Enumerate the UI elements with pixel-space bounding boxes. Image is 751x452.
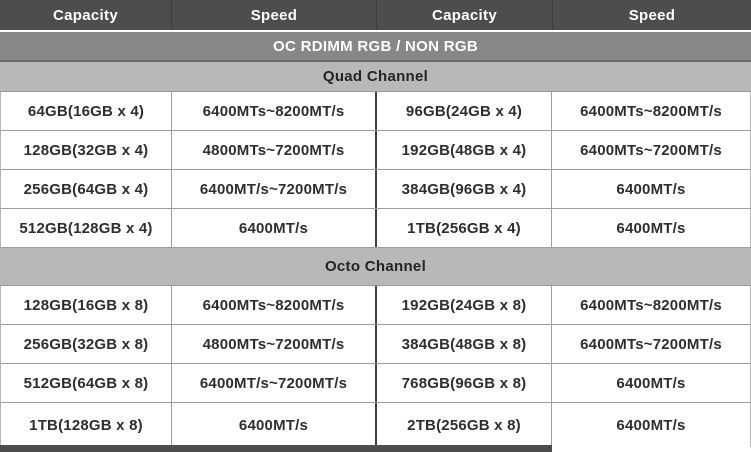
next-section-peek <box>0 445 552 452</box>
table-header-row <box>0 0 751 30</box>
section-header-octo-channel: Octo Channel <box>0 248 751 286</box>
speed-cell: 6400MT/s <box>172 403 377 447</box>
speed-cell: 6400MT/s~7200MT/s <box>172 170 377 208</box>
table-row <box>0 170 751 209</box>
table-row <box>0 209 751 248</box>
table-row <box>0 286 751 325</box>
speed-cell: 6400MT/s <box>616 180 686 198</box>
capacity-cell: 192GB(48GB x 4) <box>377 131 552 169</box>
capacity-cell: 128GB(16GB x 8) <box>1 286 172 324</box>
speed-cell: 6400MTs~8200MT/s <box>172 92 377 130</box>
section-header-quad-channel: Quad Channel <box>0 62 751 92</box>
column-header-capacity-left: Capacity <box>0 0 172 30</box>
capacity-cell: 96GB(24GB x 4) <box>377 92 552 130</box>
speed-cell: 4800MTs~7200MT/s <box>172 325 377 363</box>
column-header-capacity-right: Capacity <box>377 0 553 30</box>
speed-cell: 6400MT/s <box>616 374 686 392</box>
capacity-cell: 128GB(32GB x 4) <box>1 131 172 169</box>
capacity-cell: 1TB(128GB x 8) <box>1 403 172 447</box>
table-row <box>0 131 751 170</box>
speed-cell: 6400MTs~7200MT/s <box>580 141 722 159</box>
capacity-cell: 2TB(256GB x 8) <box>377 403 552 447</box>
capacity-cell: 512GB(64GB x 8) <box>1 364 172 402</box>
speed-cell: 6400MT/s <box>616 416 686 434</box>
capacity-cell: 384GB(96GB x 4) <box>377 170 552 208</box>
capacity-cell: 1TB(256GB x 4) <box>377 209 552 247</box>
speed-cell: 6400MTs~8200MT/s <box>580 296 722 314</box>
speed-cell: 4800MTs~7200MT/s <box>172 131 377 169</box>
speed-cell: 6400MTs~8200MT/s <box>172 286 377 324</box>
table-row <box>0 403 751 447</box>
capacity-cell: 512GB(128GB x 4) <box>1 209 172 247</box>
speed-cell: 6400MT/s <box>172 209 377 247</box>
column-header-speed-right: Speed <box>628 6 676 24</box>
capacity-cell: 192GB(24GB x 8) <box>377 286 552 324</box>
column-header-speed-left: Speed <box>172 0 377 30</box>
speed-cell: 6400MT/s~7200MT/s <box>172 364 377 402</box>
capacity-cell: 768GB(96GB x 8) <box>377 364 552 402</box>
speed-cell: 6400MTs~7200MT/s <box>580 335 722 353</box>
table-row <box>0 92 751 131</box>
product-banner: OC RDIMM RGB / NON RGB <box>0 32 751 62</box>
table-row <box>0 364 751 403</box>
capacity-cell: 256GB(64GB x 4) <box>1 170 172 208</box>
capacity-cell: 384GB(48GB x 8) <box>377 325 552 363</box>
capacity-cell: 256GB(32GB x 8) <box>1 325 172 363</box>
capacity-cell: 64GB(16GB x 4) <box>1 92 172 130</box>
speed-cell: 6400MT/s <box>616 219 686 237</box>
table-row <box>0 325 751 364</box>
speed-cell: 6400MTs~8200MT/s <box>580 102 722 120</box>
